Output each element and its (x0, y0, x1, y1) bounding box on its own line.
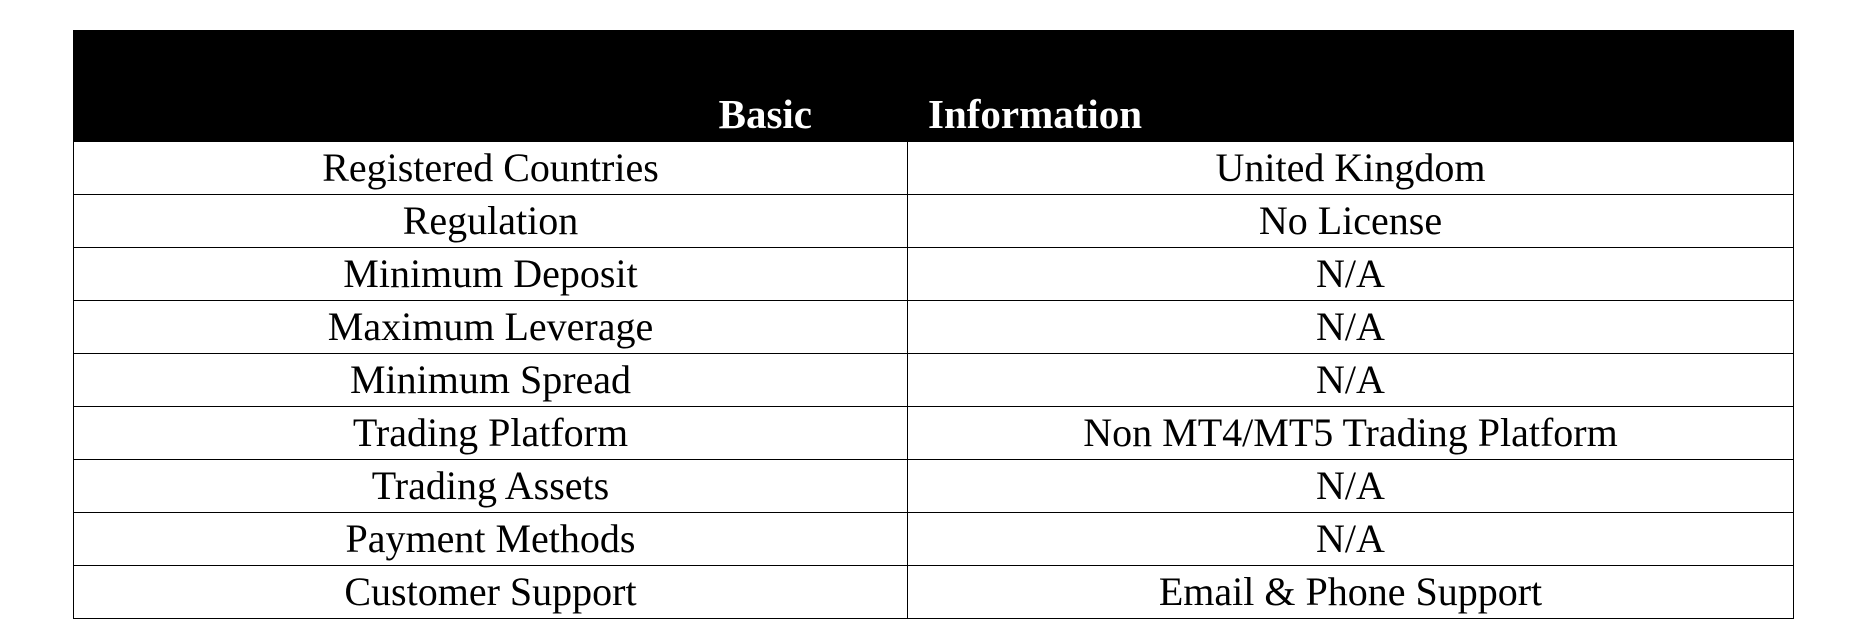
row-label: Minimum Spread (74, 354, 908, 407)
row-value: Non MT4/MT5 Trading Platform (908, 407, 1794, 460)
row-value: N/A (908, 301, 1794, 354)
table-row (74, 513, 1794, 566)
header-row (74, 31, 1794, 142)
row-label: Regulation (74, 195, 908, 248)
row-label: Maximum Leverage (74, 301, 908, 354)
row-label: Registered Countries (74, 142, 908, 195)
table-row (74, 301, 1794, 354)
table-header (74, 31, 1794, 142)
row-value: Email & Phone Support (908, 566, 1794, 619)
row-value: N/A (908, 460, 1794, 513)
header-information: Information (908, 31, 1794, 142)
header-basic: Basic (74, 31, 908, 142)
table-row (74, 142, 1794, 195)
table-body (74, 142, 1794, 619)
row-value: N/A (908, 513, 1794, 566)
row-value: No License (908, 195, 1794, 248)
row-label: Customer Support (74, 566, 908, 619)
row-value: N/A (908, 354, 1794, 407)
row-label: Payment Methods (74, 513, 908, 566)
table-row (74, 407, 1794, 460)
row-label: Trading Platform (74, 407, 908, 460)
row-value: United Kingdom (908, 142, 1794, 195)
basic-information-table (73, 30, 1794, 619)
table-row (74, 354, 1794, 407)
table-row (74, 566, 1794, 619)
table-row (74, 195, 1794, 248)
row-label: Trading Assets (74, 460, 908, 513)
table-row (74, 460, 1794, 513)
row-label: Minimum Deposit (74, 248, 908, 301)
row-value: N/A (908, 248, 1794, 301)
table-row (74, 248, 1794, 301)
